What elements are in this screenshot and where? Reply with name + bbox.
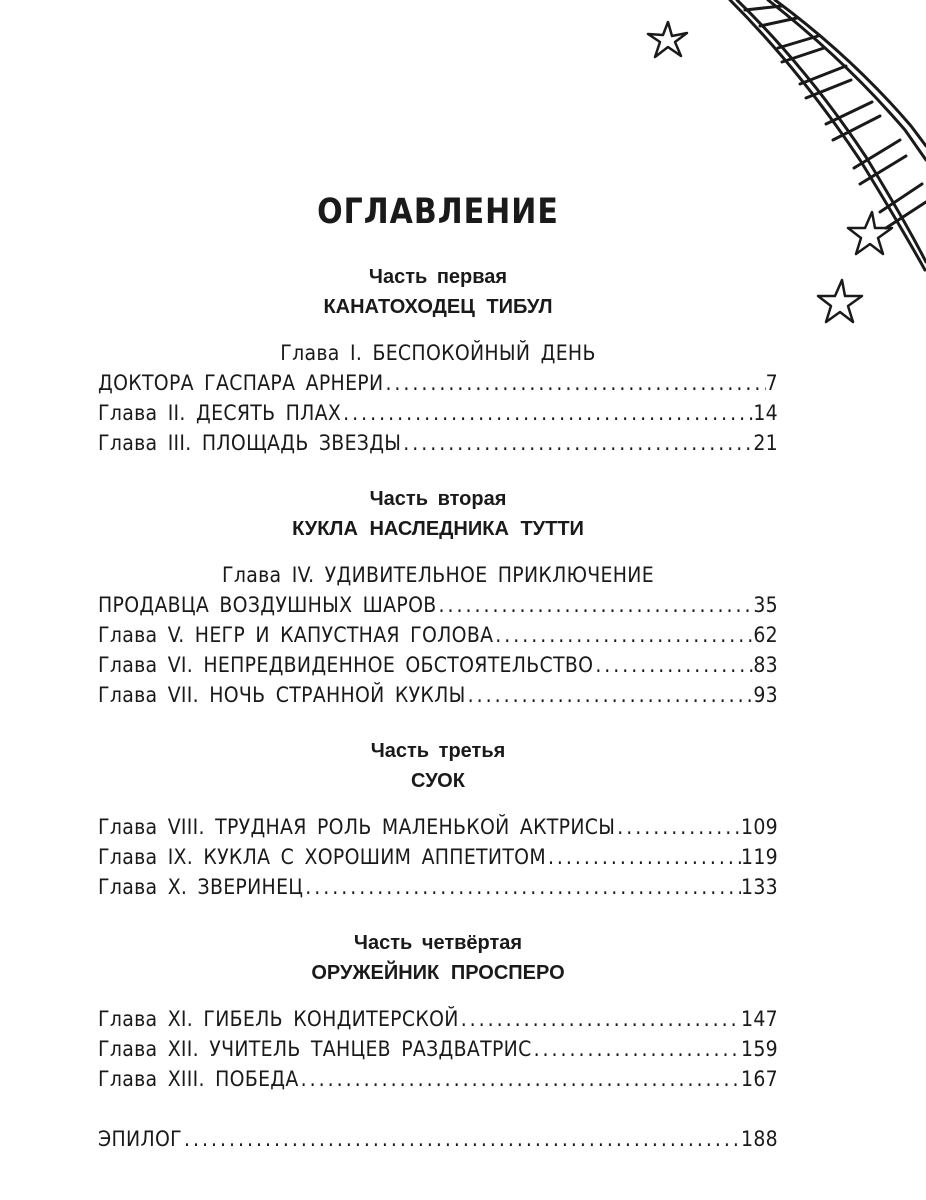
toc-row bbox=[98, 1004, 778, 1034]
chapter-title: Глава VII. НОЧЬ СТРАННОЙ КУКЛЫ bbox=[98, 683, 466, 707]
toc-entry[interactable] bbox=[98, 680, 778, 710]
dot-leader bbox=[303, 872, 741, 902]
chapter-title: ПРОДАВЦА ВОЗДУШНЫХ ШАРОВ bbox=[98, 593, 437, 617]
chapter-title-line: Глава I. БЕСПОКОЙНЫЙ ДЕНЬ bbox=[280, 341, 596, 365]
toc-row bbox=[98, 428, 778, 458]
page-number: 119 bbox=[741, 845, 778, 869]
page-number: 167 bbox=[741, 1067, 778, 1091]
page-number: 14 bbox=[753, 401, 778, 425]
chapter-title: Глава XIII. ПОБЕДА bbox=[98, 1067, 299, 1091]
epilogue-title: ЭПИЛОГ bbox=[98, 1127, 182, 1151]
toc-entry[interactable] bbox=[98, 872, 778, 902]
toc-row bbox=[98, 590, 778, 620]
page-number: 109 bbox=[741, 815, 778, 839]
toc-entry[interactable] bbox=[98, 338, 778, 398]
dot-leader bbox=[532, 1034, 741, 1064]
chapter-title: Глава VI. НЕПРЕДВИДЕННОЕ ОБСТОЯТЕЛЬСТВО bbox=[98, 653, 594, 677]
dot-leader bbox=[615, 812, 741, 842]
toc-entry[interactable] bbox=[98, 1004, 778, 1034]
chapter-title: Глава X. ЗВЕРИНЕЦ bbox=[98, 875, 304, 899]
toc-part bbox=[98, 928, 778, 1094]
toc-row bbox=[98, 680, 778, 710]
part-title: КУКЛА НАСЛЕДНИКА ТУТТИ bbox=[292, 518, 584, 540]
toc-row bbox=[98, 1034, 778, 1064]
page-number: 159 bbox=[741, 1037, 778, 1061]
page-number: 83 bbox=[753, 653, 778, 677]
chapter-title: ДОКТОРА ГАСПАРА АРНЕРИ bbox=[98, 371, 384, 395]
page-number: 133 bbox=[741, 875, 778, 899]
toc-part bbox=[98, 736, 778, 902]
toc-entry[interactable] bbox=[98, 842, 778, 872]
page-number: 7 bbox=[765, 371, 778, 395]
dot-leader bbox=[299, 1064, 741, 1094]
chapter-title: Глава XI. ГИБЕЛЬ КОНДИТЕРСКОЙ bbox=[98, 1007, 459, 1031]
part-title: КАНАТОХОДЕЦ ТИБУЛ bbox=[323, 296, 553, 318]
part-number: Часть первая bbox=[368, 266, 508, 288]
toc-entry[interactable] bbox=[98, 620, 778, 650]
part-title: ОРУЖЕЙНИК ПРОСПЕРО bbox=[311, 962, 565, 984]
toc-row bbox=[98, 842, 778, 872]
part-title: СУОК bbox=[411, 770, 465, 792]
dot-leader bbox=[546, 842, 741, 872]
page-number: 21 bbox=[753, 431, 778, 455]
chapter-title: Глава II. ДЕСЯТЬ ПЛАХ bbox=[98, 401, 342, 425]
toc-row bbox=[98, 650, 778, 680]
toc-row bbox=[98, 398, 778, 428]
toc-entry[interactable] bbox=[98, 560, 778, 620]
dot-leader bbox=[182, 1124, 741, 1154]
page-number: 35 bbox=[753, 593, 778, 617]
toc-entry[interactable] bbox=[98, 650, 778, 680]
toc-entry[interactable] bbox=[98, 812, 778, 842]
dot-leader bbox=[593, 650, 753, 680]
dot-leader bbox=[401, 428, 753, 458]
dot-leader bbox=[437, 590, 754, 620]
toc-entry[interactable] bbox=[98, 1034, 778, 1064]
toc-entry[interactable] bbox=[98, 398, 778, 428]
chapter-title: Глава XII. УЧИТЕЛЬ ТАНЦЕВ РАЗДВАТРИС bbox=[98, 1037, 532, 1061]
toc-row bbox=[98, 620, 778, 650]
toc-entry[interactable] bbox=[98, 1064, 778, 1094]
page-number: 188 bbox=[741, 1127, 778, 1151]
page-number: 62 bbox=[753, 623, 778, 647]
toc-row bbox=[98, 872, 778, 902]
toc-part bbox=[98, 262, 778, 458]
page-number: 93 bbox=[753, 683, 778, 707]
toc-row bbox=[98, 1124, 778, 1154]
chapter-title: Глава V. НЕГР И КАПУСТНАЯ ГОЛОВА bbox=[98, 623, 494, 647]
dot-leader bbox=[466, 680, 754, 710]
toc-row bbox=[98, 368, 778, 398]
chapter-title: Глава III. ПЛОЩАДЬ ЗВЕЗДЫ bbox=[98, 431, 402, 455]
toc-row bbox=[98, 1064, 778, 1094]
dot-leader bbox=[493, 620, 753, 650]
dot-leader bbox=[383, 368, 765, 398]
toc-part bbox=[98, 484, 778, 710]
toc-row bbox=[98, 812, 778, 842]
part-number: Часть вторая bbox=[369, 488, 507, 510]
chapter-title: Глава VIII. ТРУДНАЯ РОЛЬ МАЛЕНЬКОЙ АКТРИСЫ bbox=[98, 815, 616, 839]
toc-entry-epilogue[interactable] bbox=[98, 1124, 778, 1154]
dot-leader bbox=[459, 1004, 741, 1034]
chapter-title-line: Глава IV. УДИВИТЕЛЬНОЕ ПРИКЛЮЧЕНИЕ bbox=[222, 563, 654, 587]
page-number: 147 bbox=[741, 1007, 778, 1031]
toc-entry[interactable] bbox=[98, 428, 778, 458]
toc-title: ОГЛАВЛЕНИЕ bbox=[317, 192, 559, 233]
chapter-title: Глава IX. КУКЛА С ХОРОШИМ АППЕТИТОМ bbox=[98, 845, 546, 869]
dot-leader bbox=[341, 398, 753, 428]
table-of-contents bbox=[98, 262, 778, 1154]
part-number: Часть третья bbox=[370, 740, 506, 762]
part-number: Часть четвёртая bbox=[353, 932, 523, 954]
